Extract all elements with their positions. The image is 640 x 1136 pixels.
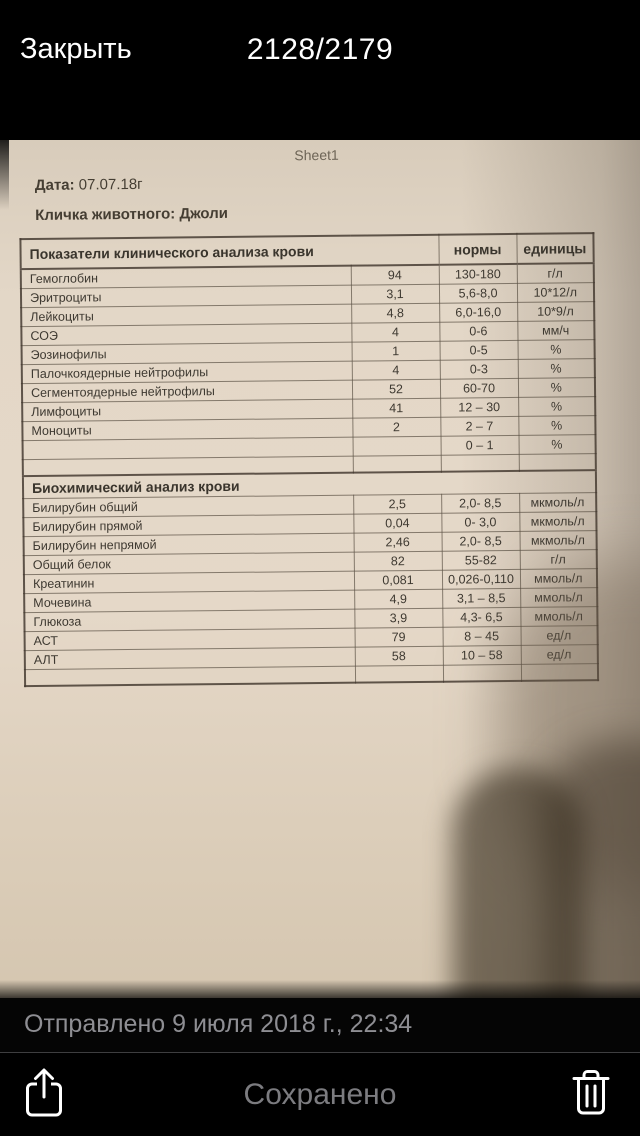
photo-area[interactable] [0,140,640,998]
table-row: СОЭ 4 0-6 мм/ч [21,321,594,346]
table-row: Биохимический анализ крови [23,470,596,498]
trash-icon [569,1106,613,1121]
close-button[interactable]: Закрыть [20,33,132,65]
table-row: Палочкоядерные нейтрофилы 4 0-3 % [22,359,595,384]
delete-button[interactable] [568,1068,614,1120]
sent-caption: Отправлено 9 июля 2018 г., 22:34 [24,1010,413,1038]
date-value: 07.07.18г [78,175,143,194]
lab-table-body [20,233,598,686]
table-row: Глюкоза 3,9 4,3- 6,5 ммоль/л [24,607,597,632]
sheet-title: Sheet1 [294,146,339,164]
table-row: Лимфоциты 41 12 – 30 % [22,397,595,422]
date-label: Дата: [34,176,75,194]
lab-results-table [19,232,599,687]
saved-status: Сохранено [243,1078,397,1111]
bottom-toolbar [0,1054,640,1136]
finger-shadow [452,768,584,998]
table-row: Показатели клинического анализа крови нормы единицы [20,233,593,269]
caption-bar [0,998,640,1053]
table-row: Креатинин 0,081 0,026-0,110 ммоль/л [24,569,597,594]
table-row: Общий белок 82 55-82 г/л [24,550,597,575]
table-row: Билирубин непрямой 2,46 2,0- 8,5 мкмоль/л [24,531,597,556]
table-row: Билирубин прямой 0,04 0- 3,0 мкмоль/л [23,512,596,537]
table-row: Эозинофилы 1 0-5 % [22,340,595,365]
pet-name-line [35,205,228,224]
table-row: Эритроциты 3,1 5,6-8,0 10*12/л [21,283,594,308]
date-line [35,176,143,194]
pet-name-value: Джоли [179,204,229,223]
table-row: Гемоглобин 94 130-180 г/л [21,263,594,288]
table-row: АСТ 79 8 – 45 ед/л [25,626,598,651]
table-row: Сегментоядерные нейтрофилы 52 60-70 % [22,378,595,403]
photo-counter: 2128/2179 [246,33,394,66]
top-nav-bar [0,0,640,140]
table-row: 0 – 1 % [23,435,596,460]
table-row: Лейкоциты 4,8 6,0-16,0 10*9/л [21,302,594,327]
pet-name-label: Кличка животного: [35,205,176,224]
table-row: Билирубин общий 2,5 2,0- 8,5 мкмоль/л [23,493,596,518]
table-row: АЛТ 58 10 – 58 ед/л [25,645,598,670]
table-row: Моноциты 2 2 – 7 % [22,416,595,441]
table-row: Мочевина 4,9 3,1 – 8,5 ммоль/л [24,588,597,613]
